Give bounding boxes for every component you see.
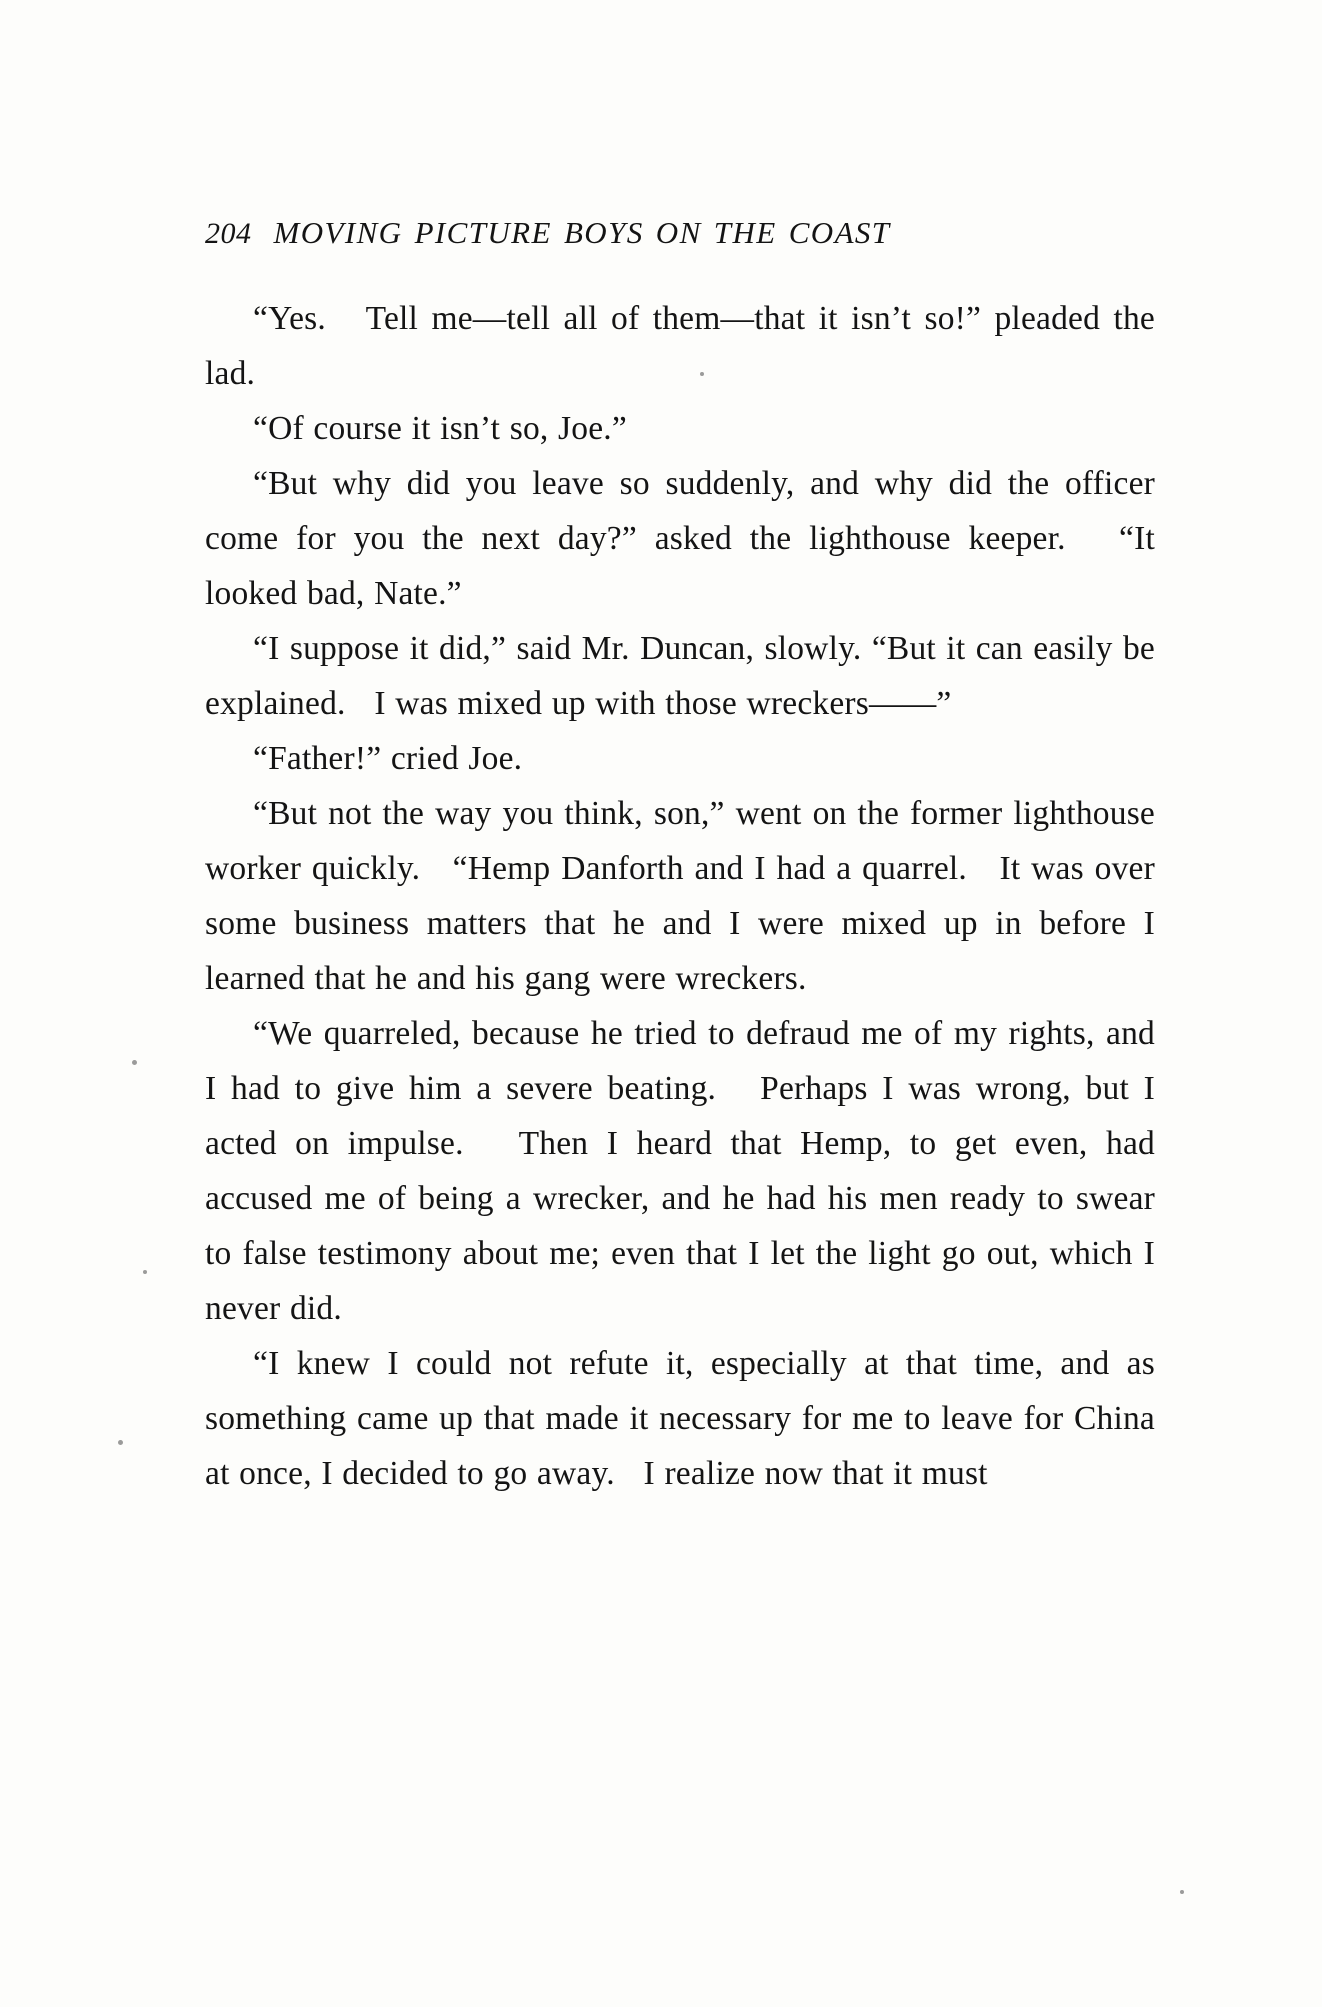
paragraph: “We quarreled, because he tried to defraud me of my rights, and I had to give him a severe beating. Perhaps I was wrong, but I acted on impulse. Then I heard that Hemp, to get even, had accused me of being a wrecker, and he had his men ready to swear to false testimony about me; even that I let the light go out, which I never did.	[205, 1015, 1155, 1327]
scan-speck	[700, 372, 704, 376]
paragraph: “I suppose it did,” said Mr. Duncan, slowly. “But it can easily be explained. I was mixed up with those wreckers——”	[205, 630, 1155, 722]
paragraph: “I knew I could not refute it, especially at that time, and as something came up that made it necessary for me to leave for China at once, I decided to go away. I realize now that it must	[205, 1345, 1155, 1492]
paragraph: “Father!” cried Joe.	[253, 740, 523, 777]
paragraph: “Of course it isn’t so, Joe.”	[253, 410, 627, 447]
page-text-block	[205, 215, 1155, 1501]
paragraph: “But not the way you think, son,” went on the former lighthouse worker quickly. “Hemp Danforth and I had a quarrel. It was over some business matters that he and I were mixed up in before I learned that he and his gang were wreckers.	[205, 795, 1155, 997]
running-head: MOVING PICTURE BOYS ON THE COAST	[273, 215, 891, 250]
page-number: 204	[205, 217, 252, 250]
paragraph: “But why did you leave so suddenly, and why did the officer come for you the next day?” asked the lighthouse keeper. “It looked bad, Nate.”	[205, 465, 1155, 612]
scan-speck	[1180, 1890, 1184, 1894]
paragraph: “Yes. Tell me—tell all of them—that it isn’t so!” pleaded the lad.	[205, 300, 1155, 392]
scan-speck	[143, 1270, 147, 1274]
scan-speck	[118, 1440, 123, 1445]
scan-speck	[132, 1060, 137, 1065]
page-header	[205, 215, 1155, 251]
